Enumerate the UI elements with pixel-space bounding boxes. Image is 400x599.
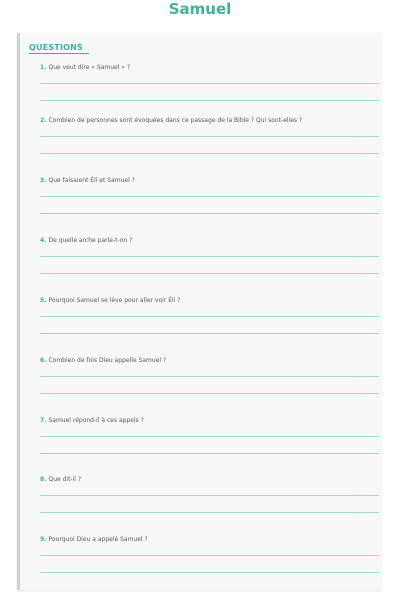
answer-line[interactable] — [40, 453, 379, 454]
question-3 — [40, 176, 381, 226]
section-header: QUESTIONS — [29, 42, 89, 54]
answer-line[interactable] — [40, 393, 379, 394]
questions-panel — [17, 33, 381, 590]
question-label: Samuel répond-il à ces appels ? — [48, 417, 144, 424]
answer-line[interactable] — [40, 555, 379, 556]
question-number: 4. — [40, 237, 47, 244]
answer-line[interactable] — [40, 512, 379, 513]
question-text — [40, 356, 166, 365]
question-number: 6. — [40, 357, 47, 364]
answer-line[interactable] — [40, 213, 379, 214]
question-text — [40, 176, 135, 185]
question-number: 8. — [40, 476, 47, 483]
question-text — [40, 296, 180, 305]
question-number: 1. — [40, 64, 47, 71]
question-number: 3. — [40, 177, 47, 184]
question-label: Que dit-il ? — [48, 476, 82, 483]
question-label: Pourquoi Samuel se lève pour aller voir Éli ? — [48, 297, 181, 304]
question-4 — [40, 236, 381, 286]
question-1 — [40, 63, 381, 113]
question-number: 7. — [40, 417, 47, 424]
question-text — [40, 535, 148, 544]
question-text — [40, 116, 302, 125]
question-5 — [40, 296, 381, 346]
question-6 — [40, 356, 381, 406]
answer-line[interactable] — [40, 273, 379, 274]
answer-line[interactable] — [40, 333, 379, 334]
answer-line[interactable] — [40, 153, 379, 154]
question-label: De quelle arche parle-t-on ? — [48, 237, 133, 244]
answer-line[interactable] — [40, 100, 379, 101]
answer-line[interactable] — [40, 136, 379, 137]
answer-line[interactable] — [40, 376, 379, 377]
answer-line[interactable] — [40, 572, 379, 573]
question-8 — [40, 475, 381, 525]
answer-line[interactable] — [40, 436, 379, 437]
question-label: Que veut dire « Samuel » ? — [48, 64, 131, 71]
question-text — [40, 236, 132, 245]
question-9 — [40, 535, 381, 585]
answer-line[interactable] — [40, 495, 379, 496]
question-text — [40, 63, 130, 72]
question-number: 5. — [40, 297, 47, 304]
question-label: Combien de personnes sont évoquées dans ce passage de la Bible ? Qui sont-elles ? — [48, 117, 303, 124]
page-title: Samuel — [168, 0, 232, 18]
answer-line[interactable] — [40, 316, 379, 317]
question-label: Pourquoi Dieu a appelé Samuel ? — [48, 536, 148, 543]
question-label: Combien de fois Dieu appelle Samuel ? — [48, 357, 167, 364]
question-number: 9. — [40, 536, 47, 543]
question-text — [40, 475, 81, 484]
question-2 — [40, 116, 381, 166]
answer-line[interactable] — [40, 196, 379, 197]
answer-line[interactable] — [40, 83, 379, 84]
question-text — [40, 416, 144, 425]
answer-line[interactable] — [40, 256, 379, 257]
question-number: 2. — [40, 117, 47, 124]
question-7 — [40, 416, 381, 466]
question-label: Que faisaient Éli et Samuel ? — [48, 177, 135, 184]
